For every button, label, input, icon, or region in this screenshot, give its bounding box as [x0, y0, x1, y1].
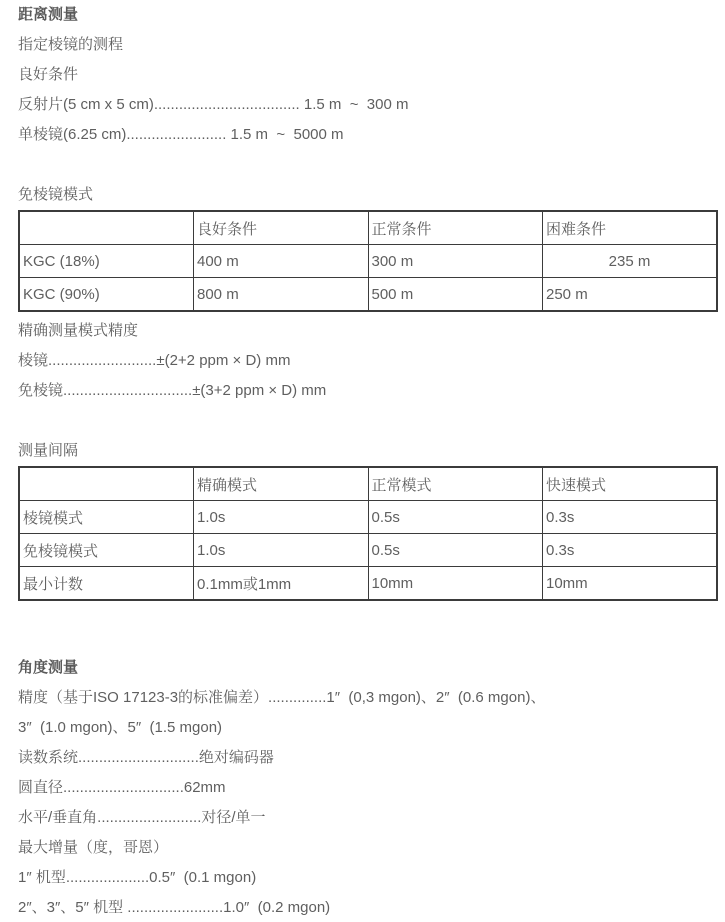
spec-line-good-conditions: 良好条件: [18, 66, 79, 83]
table-header-row: [19, 467, 717, 501]
table-cell: 500 m: [368, 278, 543, 312]
table-cell: 最小计数: [19, 567, 194, 601]
spec-line-prism-range-intro: 指定棱镜的测程: [18, 36, 124, 53]
spacer: [18, 150, 725, 180]
section-title-distance: 距离测量: [18, 6, 79, 23]
table-cell: 400 m: [194, 245, 369, 278]
table-cell: 困难条件: [543, 211, 718, 245]
table-row: [19, 278, 717, 312]
spec-line-single-prism: 单棱镜(6.25 cm)........................ 1.5 m ~ 5000 m: [18, 126, 344, 143]
table-cell: KGC (18%): [19, 245, 194, 278]
table-cell: 235 m: [543, 245, 718, 278]
table-cell: 精确模式: [194, 467, 369, 501]
table-cell: 1.0s: [194, 501, 369, 534]
table-cell: 10mm: [368, 567, 543, 601]
table-cell: 10mm: [543, 567, 718, 601]
reflectorless-range-table: [18, 210, 718, 312]
table-header-row: [19, 211, 717, 245]
spec-line-max-increment: 最大增量（度，哥恩）: [18, 839, 169, 856]
measurement-interval-table: [18, 466, 718, 601]
table-cell: [19, 211, 194, 245]
table-cell: 800 m: [194, 278, 369, 312]
spec-line-model-1s: 1″ 机型....................0.5″ (0.1 mgon): [18, 869, 257, 886]
subheading-measurement-interval: 测量间隔: [18, 442, 79, 459]
subheading-reflectorless-mode: 免棱镜模式: [18, 186, 94, 203]
table-cell: 良好条件: [194, 211, 369, 245]
table-row: [19, 501, 717, 534]
spec-line-circle-diameter: 圆直径.............................62mm: [18, 779, 226, 796]
spec-line-prism-accuracy: 棱镜..........................±(2+2 ppm × D) mm: [18, 352, 291, 369]
table-row: [19, 245, 717, 278]
table-cell: 0.3s: [543, 534, 718, 567]
table-cell: 0.5s: [368, 534, 543, 567]
spec-line-reflectorless-accuracy: 免棱镜...............................±(3+2 ppm × D) mm: [18, 382, 327, 399]
subheading-precise-mode-accuracy: 精确测量模式精度: [18, 322, 139, 339]
table-cell: 300 m: [368, 245, 543, 278]
table-cell: [19, 467, 194, 501]
table-row: [19, 567, 717, 601]
spec-line-angle-accuracy-1: 精度（基于ISO 17123-3的标准偏差）..............1″ (0,3 mgon)、2″ (0.6 mgon)、: [18, 689, 546, 706]
table-cell: 250 m: [543, 278, 718, 312]
table-row: [19, 534, 717, 567]
spec-line-reading-system: 读数系统.............................绝对编码器: [18, 749, 274, 766]
spec-line-angle-accuracy-2: 3″ (1.0 mgon)、5″ (1.5 mgon): [18, 719, 223, 736]
spec-line-model-235s: 2″、3″、5″ 机型 .......................1.0″ (0.2 mgon): [18, 899, 331, 916]
spec-line-reflector-sheet: 反射片(5 cm x 5 cm)................................... 1.5 m ~ 300 m: [18, 96, 409, 113]
section-title-angle: 角度测量: [18, 659, 79, 676]
table-cell: 快速模式: [543, 467, 718, 501]
table-cell: 1.0s: [194, 534, 369, 567]
table-cell: KGC (90%): [19, 278, 194, 312]
table-cell: 0.5s: [368, 501, 543, 534]
spec-line-horizontal-vertical: 水平/垂直角.........................对径/单一: [18, 809, 266, 826]
table-cell: 0.1mm或1mm: [194, 567, 369, 601]
spacer: [18, 406, 725, 436]
table-cell: 棱镜模式: [19, 501, 194, 534]
table-cell: 0.3s: [543, 501, 718, 534]
table-cell: 正常模式: [368, 467, 543, 501]
table-cell: 免棱镜模式: [19, 534, 194, 567]
table-cell: 正常条件: [368, 211, 543, 245]
spacer: [18, 601, 725, 653]
